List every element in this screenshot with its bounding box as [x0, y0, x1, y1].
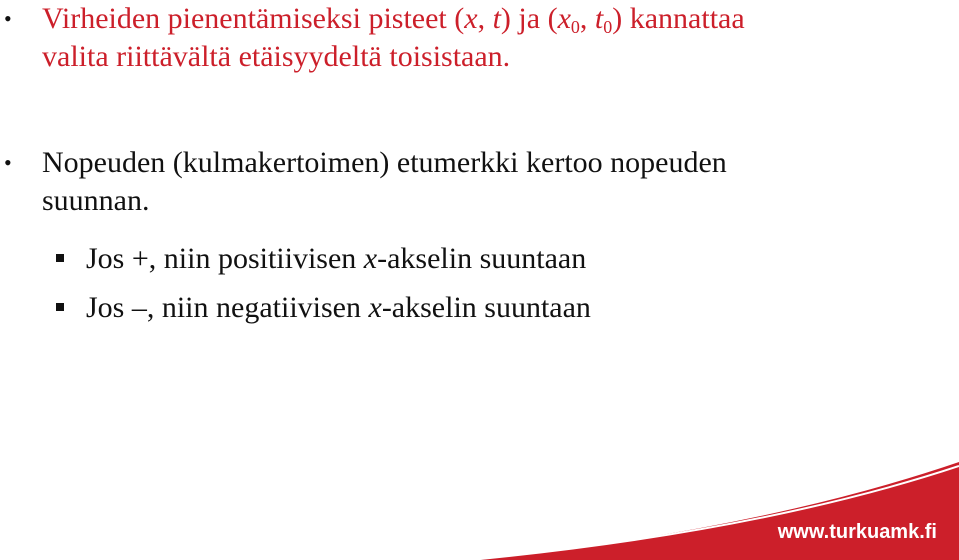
footer-url: www.turkuamk.fi [777, 521, 937, 543]
sub-item-1: Jos +, niin positiivisen x-akselin suuntaan [56, 240, 586, 278]
bullet-dot-icon: • [4, 6, 12, 31]
bullet-2-line-1: Nopeuden (kulmakertoimen) etumerkki kertoo nopeuden [42, 146, 727, 179]
bullet-2-line-2: suunnan. [42, 184, 150, 217]
bullet-1-line-1: Virheiden pienentämiseksi pisteet (x, t) ja ($x_0$, $t_0$) kannattaa [42, 2, 745, 37]
bullet-dot-icon: • [4, 150, 12, 175]
bullet-1-line-2: valita riittävältä etäisyydeltä toisistaan. [42, 40, 511, 73]
sub-item-2: Jos –, niin negatiivisen x-akselin suuntaan [56, 289, 591, 327]
